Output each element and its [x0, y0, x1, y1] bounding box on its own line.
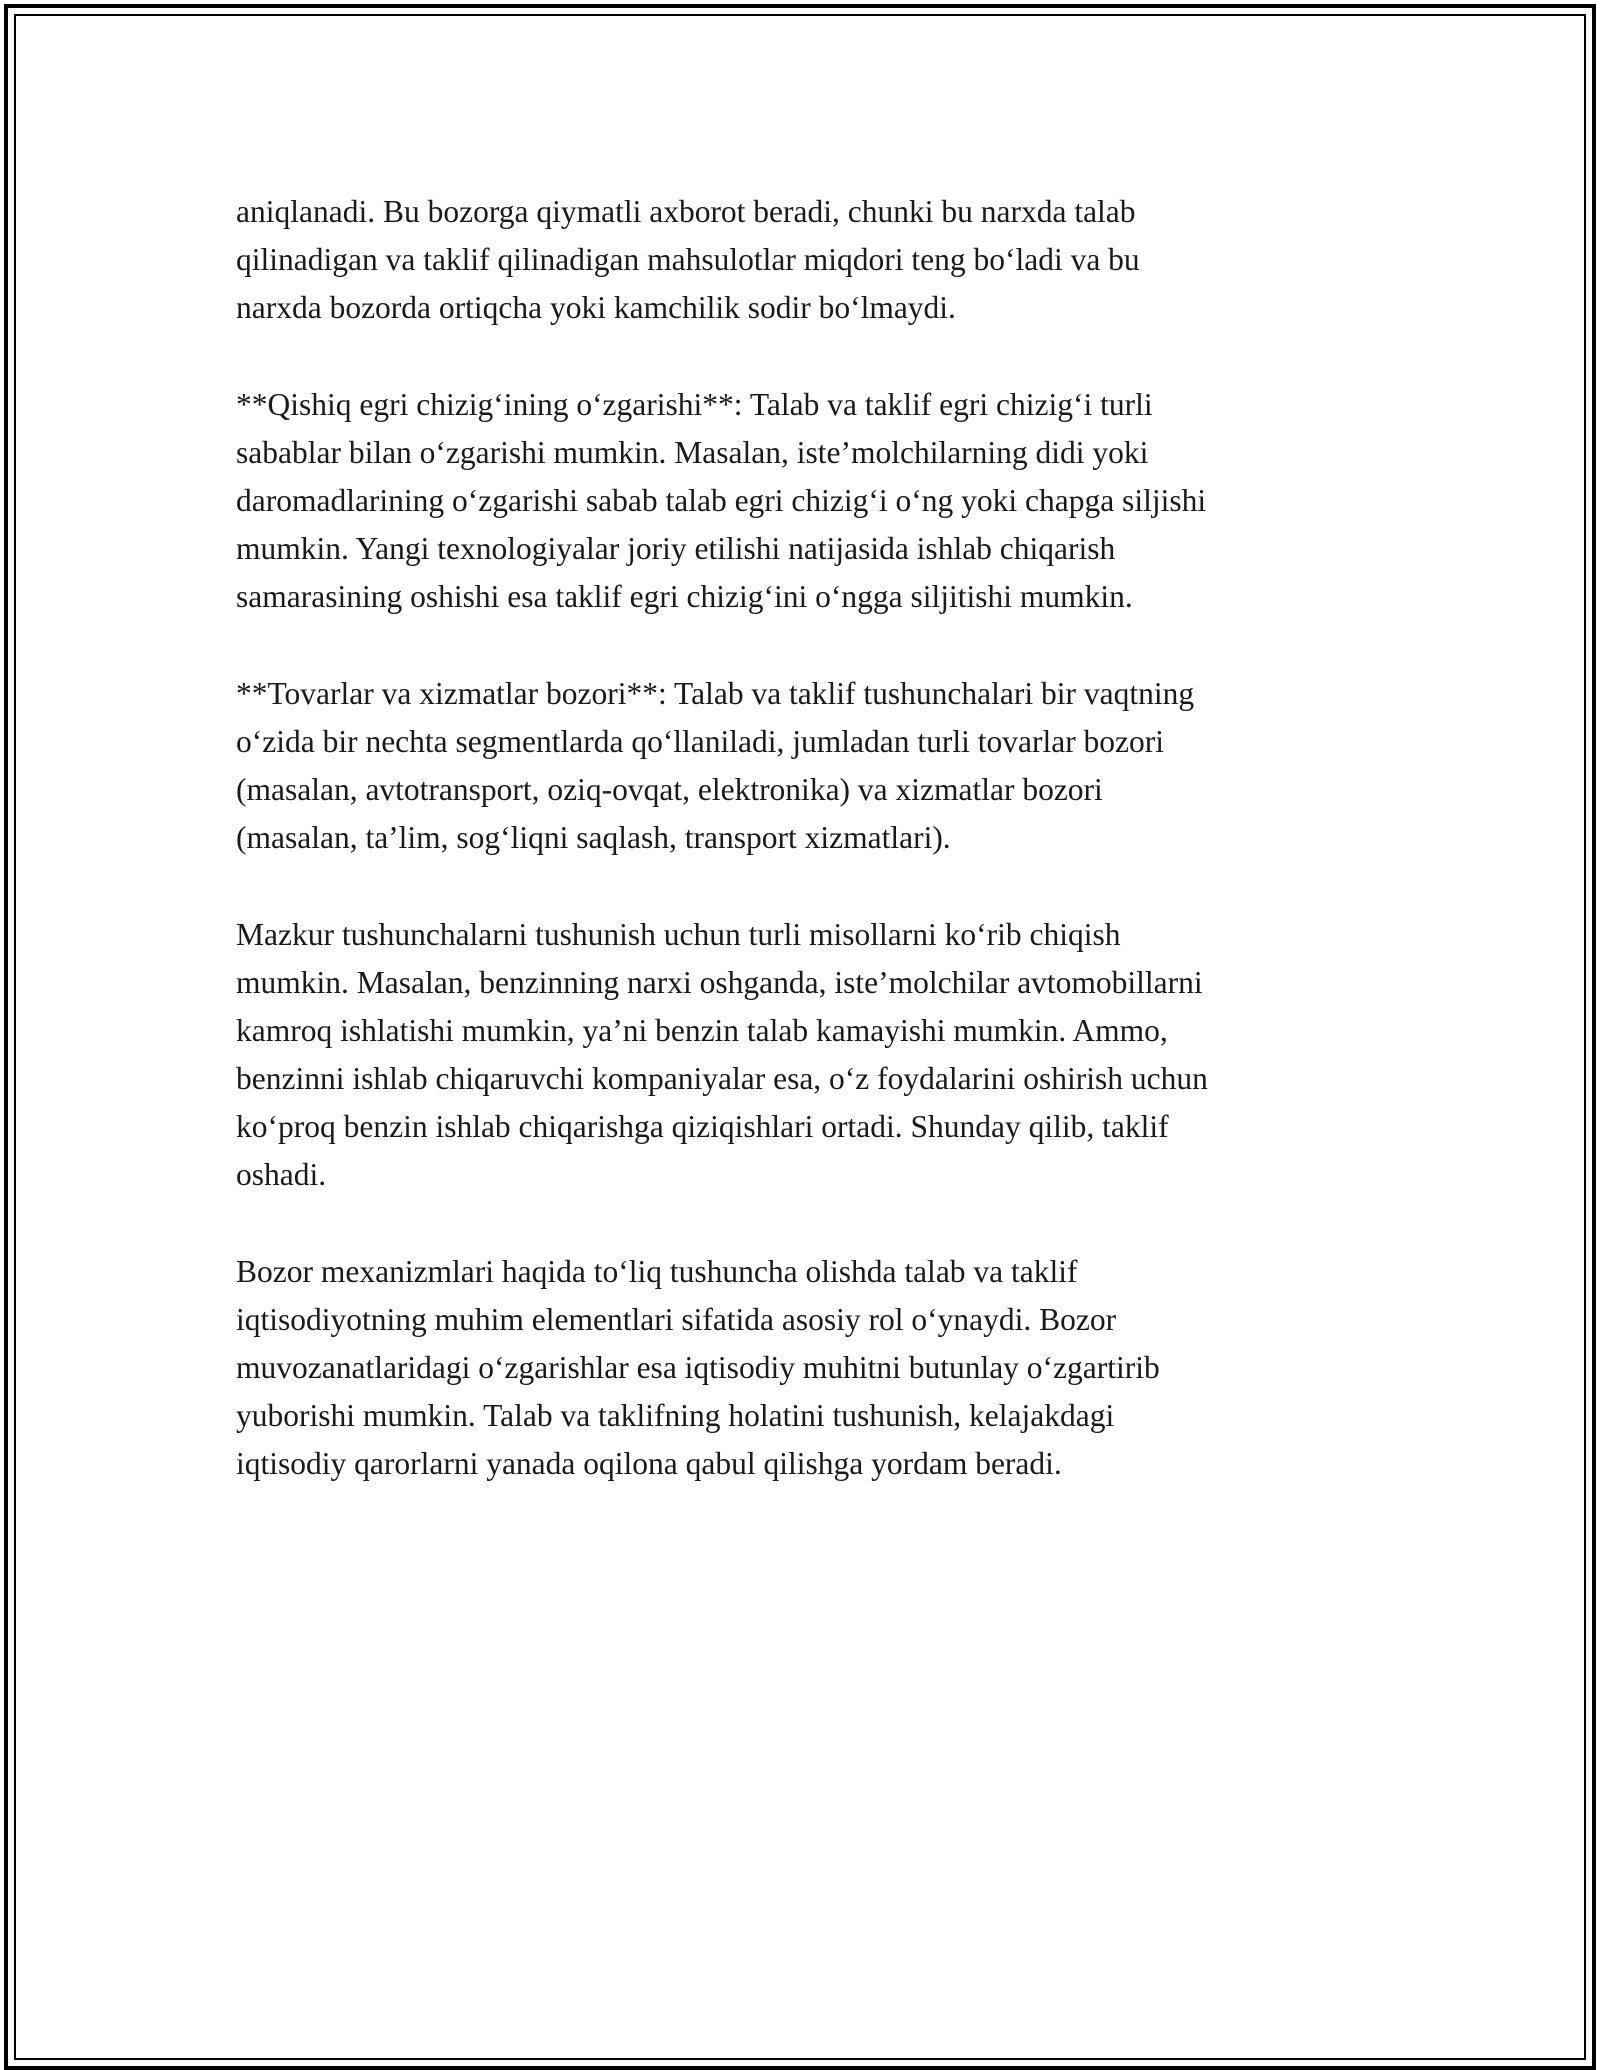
text-line: **Qishiq egri chizig‘ining o‘zgarishi**: Talab va taklif egri chizig‘i turli — [236, 387, 1153, 422]
text-line: samarasining oshishi esa taklif egri chizig‘ini o‘ngga siljitishi mumkin. — [236, 579, 1133, 614]
paragraph-curve-shift — [236, 381, 1376, 621]
text-line: sabablar bilan o‘zgarishi mumkin. Masalan, iste’molchilarning didi yoki — [236, 435, 1149, 470]
text-line: (masalan, avtotransport, oziq-ovqat, elektronika) va xizmatlar bozori — [236, 772, 1103, 807]
text-line: oshadi. — [236, 1157, 327, 1192]
text-line: Bozor mexanizmlari haqida to‘liq tushuncha olishda talab va taklif — [236, 1254, 1078, 1289]
text-line: iqtisodiyotning muhim elementlari sifatida asosiy rol o‘ynaydi. Bozor — [236, 1302, 1117, 1337]
paragraph-conclusion — [236, 1248, 1376, 1488]
text-line: aniqlanadi. Bu bozorga qiymatli axborot beradi, chunki bu narxda talab — [236, 194, 1136, 229]
paragraph-goods-services — [236, 670, 1376, 862]
text-line: Mazkur tushunchalarni tushunish uchun turli misollarni ko‘rib chiqish — [236, 917, 1121, 952]
text-line: narxda bozorda ortiqcha yoki kamchilik sodir bo‘lmaydi. — [236, 290, 956, 325]
text-line: muvozanatlaridagi o‘zgarishlar esa iqtisodiy muhitni butunlay o‘zgartirib — [236, 1350, 1160, 1385]
paragraph-examples — [236, 911, 1376, 1199]
text-line: qilinadigan va taklif qilinadigan mahsulotlar miqdori teng bo‘ladi va bu — [236, 242, 1140, 277]
text-line: **Tovarlar va xizmatlar bozori**: Talab va taklif tushunchalari bir vaqtning — [236, 676, 1195, 711]
text-line: (masalan, ta’lim, sog‘liqni saqlash, transport xizmatlari). — [236, 820, 951, 855]
text-line: kamroq ishlatishi mumkin, ya’ni benzin talab kamayishi mumkin. Ammo, — [236, 1013, 1168, 1048]
text-line: mumkin. Yangi texnologiyalar joriy etilishi natijasida ishlab chiqarish — [236, 531, 1116, 566]
text-line: ko‘proq benzin ishlab chiqarishga qiziqishlari ortadi. Shunday qilib, taklif — [236, 1109, 1169, 1144]
text-line: iqtisodiy qarorlarni yanada oqilona qabul qilishga yordam beradi. — [236, 1446, 1062, 1481]
text-line: daromadlarining o‘zgarishi sabab talab egri chizig‘i o‘ng yoki chapga siljishi — [236, 483, 1207, 518]
text-line: o‘zida bir nechta segmentlarda qo‘llaniladi, jumladan turli tovarlar bozori — [236, 724, 1165, 759]
text-line: benzinni ishlab chiqaruvchi kompaniyalar esa, o‘z foydalarini oshirish uchun — [236, 1061, 1208, 1096]
text-line: yuborishi mumkin. Talab va taklifning holatini tushunish, kelajakdagi — [236, 1398, 1115, 1433]
document-body — [236, 188, 1376, 1537]
paragraph-equilibrium — [236, 188, 1376, 332]
text-line: mumkin. Masalan, benzinning narxi oshganda, iste’molchilar avtomobillarni — [236, 965, 1203, 1000]
